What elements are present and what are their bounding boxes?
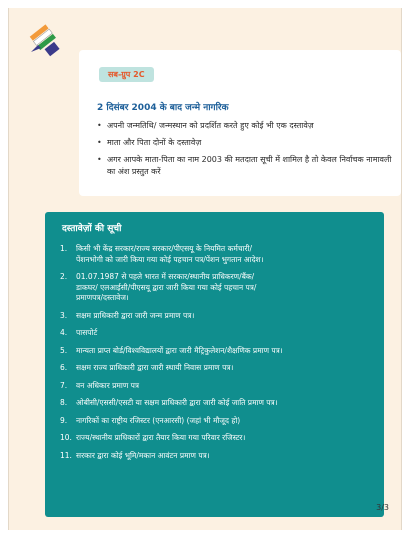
item-number: 1. [60, 244, 68, 253]
document-item [60, 272, 378, 304]
document-item [60, 451, 378, 462]
document-item [60, 311, 378, 322]
document-item [60, 398, 378, 409]
item-text: 01.07.1987 से पहले भारत में सरकार/स्थानीय प्राधिकरण/बैंक/ डाकघर/ एलआईसी/पीएसयू द्वारा जारी किया गया कोई पहचान पत्र/ प्रमाणपत्र/दस्तावेज। [76, 272, 257, 302]
card-title: 2 दिसंबर 2004 के बाद जन्मे नागरिक [97, 103, 229, 113]
item-text: वन अधिकार प्रमाण पत्र [76, 380, 140, 390]
item-text: राज्य/स्थानीय प्राधिकारों द्वारा तैयार किया गया परिवार रजिस्टर। [76, 433, 246, 442]
item-text: सक्षम राज्य प्राधिकारी द्वारा जारी स्थायी निवास प्रमाण पत्र। [76, 363, 234, 372]
document-item [60, 381, 378, 392]
document-list-panel [45, 212, 384, 517]
item-number: 9. [60, 415, 68, 425]
item-text: ओबीसी/एससी/एसटी या सक्षम प्राधिकारी द्वारा जारी कोई जाति प्रमाण पत्र। [76, 398, 278, 407]
page-number: 3/3 [376, 503, 389, 512]
subgroup-badge: सब-ग्रुप 2C [99, 67, 154, 82]
item-number: 11. [60, 450, 72, 460]
item-number: 10. [60, 433, 72, 442]
item-text: किसी भी केंद्र सरकार/राज्य सरकार/पीएसयू के नियमित कर्मचारी/ पेंशनभोगी को जारी किया गया कोई पहचान पत्र/पेंशन भुगतान आदेश। [76, 244, 264, 264]
document-page [8, 8, 402, 530]
item-number: 3. [60, 310, 68, 320]
requirement-item: • माता और पिता दोनों के दस्तावेज़ [97, 137, 393, 149]
item-number: 7. [60, 380, 68, 390]
item-text: सक्षम प्राधिकारी द्वारा जारी जन्म प्रमाण पत्र। [76, 310, 195, 320]
document-item [60, 346, 378, 357]
requirement-list [97, 120, 393, 183]
item-text: नागरिकों का राष्ट्रीय रजिस्टर (एनआरसी) (जहां भी मौजूद हो) [76, 415, 241, 425]
document-list-title: दस्तावेज़ों की सूची [62, 224, 122, 234]
document-item [60, 244, 378, 265]
item-number: 6. [60, 363, 68, 372]
item-number: 2. [60, 272, 68, 281]
subgroup-card [79, 50, 401, 196]
item-text: सरकार द्वारा कोई भूमि/मकान आवंटन प्रमाण पत्र। [76, 450, 210, 460]
item-text: पासपोर्ट [76, 328, 98, 337]
document-item [60, 416, 378, 427]
item-number: 5. [60, 345, 68, 355]
requirement-item: • अपनी जन्मतिथि/ जन्मस्थान को प्रदर्शित करते हुए कोई भी एक दस्तावेज़ [97, 120, 393, 132]
document-list [60, 244, 378, 468]
document-item [60, 433, 378, 444]
item-text: मान्यता प्राप्त बोर्ड/विश्वविद्यालयों द्वारा जारी मैट्रिकुलेशन/शैक्षणिक प्रमाण पत्र। [76, 345, 283, 355]
requirement-item: • अगर आपके माता-पिता का नाम 2003 की मतदाता सूची में शामिल है तो केवल निर्वाचक नामावली का अंश प्रस्तुत करें [97, 154, 393, 178]
election-commission-logo [26, 20, 64, 60]
document-item [60, 363, 378, 374]
document-item [60, 328, 378, 339]
item-number: 8. [60, 398, 68, 407]
item-number: 4. [60, 328, 68, 337]
